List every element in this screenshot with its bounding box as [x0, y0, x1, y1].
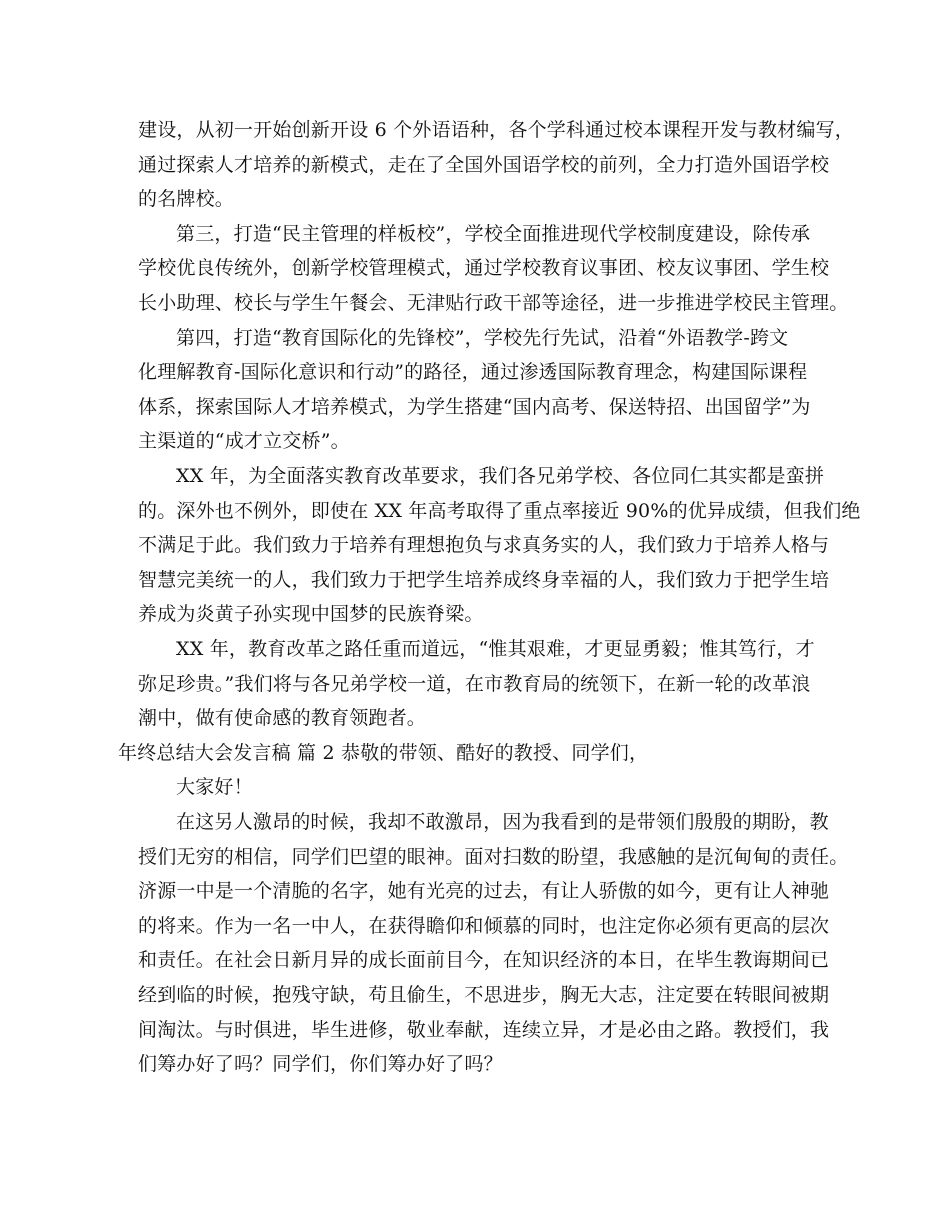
text-line: 长小助理、校长与学生午餐会、无津贴行政干部等途径，进一步推进学校民主管理。 — [138, 292, 849, 314]
text-line: 的名牌校。 — [138, 188, 235, 211]
text-line: XX 年，为全面落实教育改革要求，我们各兄弟学校、各位同仁其实都是蛮拼 — [176, 465, 825, 487]
text-line: 智慧完美统一的人，我们致力于把学生培养成终身幸福的人，我们致力于把学生培 — [138, 568, 830, 591]
text-line: XX 年，教育改革之路任重而道远，“惟其艰难，才更显勇毅；惟其笃行，才 — [176, 638, 815, 660]
text-line: 济源一中是一个清脆的名字，她有光亮的过去，有让人骄傲的如今，更有让人神驰 — [138, 880, 830, 903]
text-line: 第四，打造“教育国际化的先锋校”，学校先行先试，沿着“外语教学-跨文 — [176, 326, 789, 349]
text-line: 的将来。作为一名一中人，在获得瞻仰和倾慕的同时，也注定你必须有更高的层次 — [138, 914, 830, 937]
text-line: 学校优良传统外，创新学校管理模式，通过学校教育议事团、校友议事团、学生校 — [138, 257, 830, 280]
text-line: 间淘汰。与时俱进，毕生进修，敬业奉献，连续立异，才是必由之路。教授们，我 — [138, 1018, 830, 1041]
text-line: 第三，打造“民主管理的样板校”，学校全面推进现代学校制度建设，除传承 — [176, 222, 811, 245]
text-line: 通过探索人才培养的新模式，走在了全国外国语学校的前列，全力打造外国语学校 — [138, 153, 830, 176]
text-line: 授们无穷的相信，同学们巴望的眼神。面对扫数的盼望，我感触的是沉甸甸的责任。 — [138, 845, 849, 868]
text-line: 们筹办好了吗？同学们，你们筹办好了吗？ — [138, 1053, 503, 1076]
text-line: 大家好！ — [176, 776, 253, 799]
text-line: 建设，从初一开始创新开设 6 个外语语种，各个学科通过校本课程开发与教材编写， — [138, 119, 854, 141]
text-line: 弥足珍贵。”我们将与各兄弟学校一道，在市教育局的统领下，在新一轮的改革浪 — [138, 672, 811, 695]
text-line: 主渠道的“成才立交桥”。 — [138, 430, 350, 453]
text-line: 年终总结大会发言稿 篇 2 恭敬的带领、酷好的教授、同学们， — [118, 741, 649, 764]
text-line: 经到临的时候，抱残守缺，苟且偷生，不思进步，胸无大志，注定要在转眼间被期 — [138, 984, 830, 1006]
text-line: 体系，探索国际人才培养模式，为学生搭建“国内高考、保送特招、出国留学”为 — [138, 395, 811, 418]
text-line: 的。深外也不例外，即使在 XX 年高考取得了重点率接近 90%的优异成绩，但我们绝 — [138, 499, 861, 522]
text-line: 在这另人激昂的时候，我却不敢激昂，因为我看到的是带领们殷殷的期盼，教 — [176, 811, 829, 833]
text-line: 养成为炎黄子孙实现中国梦的民族脊梁。 — [138, 603, 484, 626]
text-line: 和责任。在社会日新月异的成长面前目今，在知识经济的本日，在毕生教诲期间已 — [138, 949, 830, 972]
text-line: 化理解教育-国际化意识和行动”的路径，通过渗透国际教育理念，构建国际课程 — [138, 361, 808, 384]
text-line: 潮中，做有使命感的教育领跑者。 — [138, 707, 427, 730]
text-line: 不满足于此。我们致力于培养有理想抱负与求真务实的人，我们致力于培养人格与 — [138, 534, 830, 557]
